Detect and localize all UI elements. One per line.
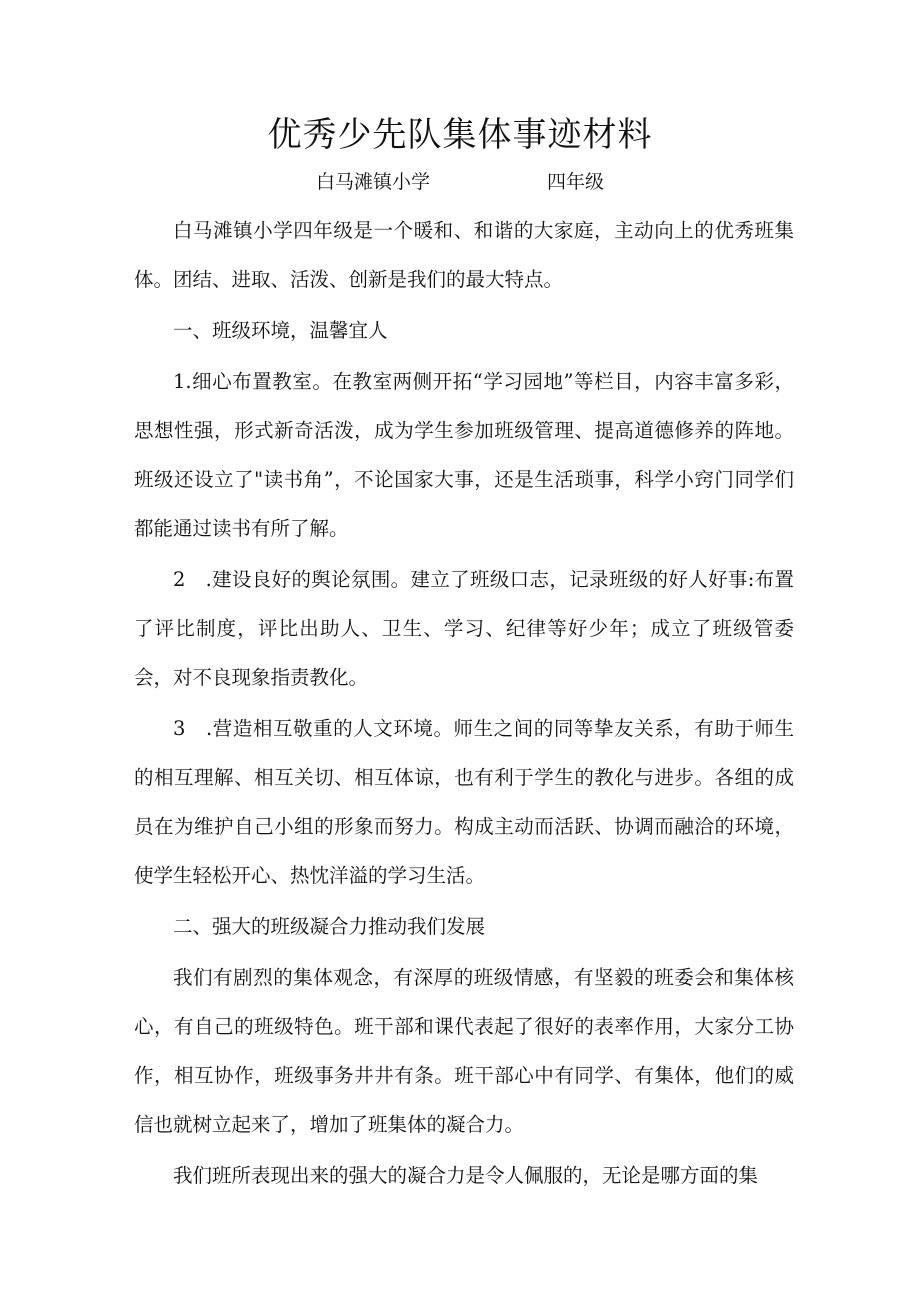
document-subtitle: [0, 166, 920, 198]
body-paragraph: 我们班所表现出来的强大的凝合力是令人佩服的，无论是哪方面的集: [173, 1164, 759, 1187]
body-paragraph: 我们有剧烈的集体观念，有深厚的班级情感，有坚毅的班委会和集体核心，有自己的班级特色。班干部和课代表起了很好的表率作用，大家分工协作，相互协作，班级事务井井有条。班干部心中有同学、有集体，他们的威信也就树立起来了，增加了班集体的凝合力。: [134, 966, 794, 1136]
school-name: 白马滩镇小学: [316, 171, 431, 193]
body-paragraph: 2 .建设良好的舆论氛围。建立了班级口志，记录班级的好人好事:布置了评比制度，评比出助人、卫生、学习、纪律等好少年；成立了班级管委会，对不良现象指责教化。: [134, 568, 794, 689]
section-heading-1: 一、班级环境，温馨宜人: [173, 319, 388, 342]
intro-paragraph: 白马滩镇小学四年级是一个暖和、和谐的大家庭，主动向上的优秀班集体。团结、进取、活泼、创新是我们的最大特点。: [134, 219, 794, 291]
document-title: 优秀少先队集体事迹材料: [267, 115, 653, 155]
section-heading-2: 二、强大的班级凝合力推动我们发展: [173, 915, 486, 938]
body-paragraph: 3 .营造相互敬重的人文环境。师生之间的同等挚友关系，有助于师生的相互理解、相互关切、相互体谅，也有利于学生的教化与进步。各组的成员在为维护自己小组的形象而努力。构成主动而活跃、协调而融洽的环境，使学生轻松开心、热忱洋溢的学习生活。: [134, 717, 794, 887]
grade-name: 四年级: [547, 171, 605, 193]
document-body: [134, 206, 794, 1202]
body-paragraph: 1.细心布置教室。在教室两侧开拓“学习园地”等栏目，内容丰富多彩，思想性强，形式新奇活泼，成为学生参加班级管理、提高道德修养的阵地。班级还设立了"读书角”，不论国家大事，还是生活琐事，科学小窍门同学们都能通过读书有所了解。: [134, 370, 794, 540]
